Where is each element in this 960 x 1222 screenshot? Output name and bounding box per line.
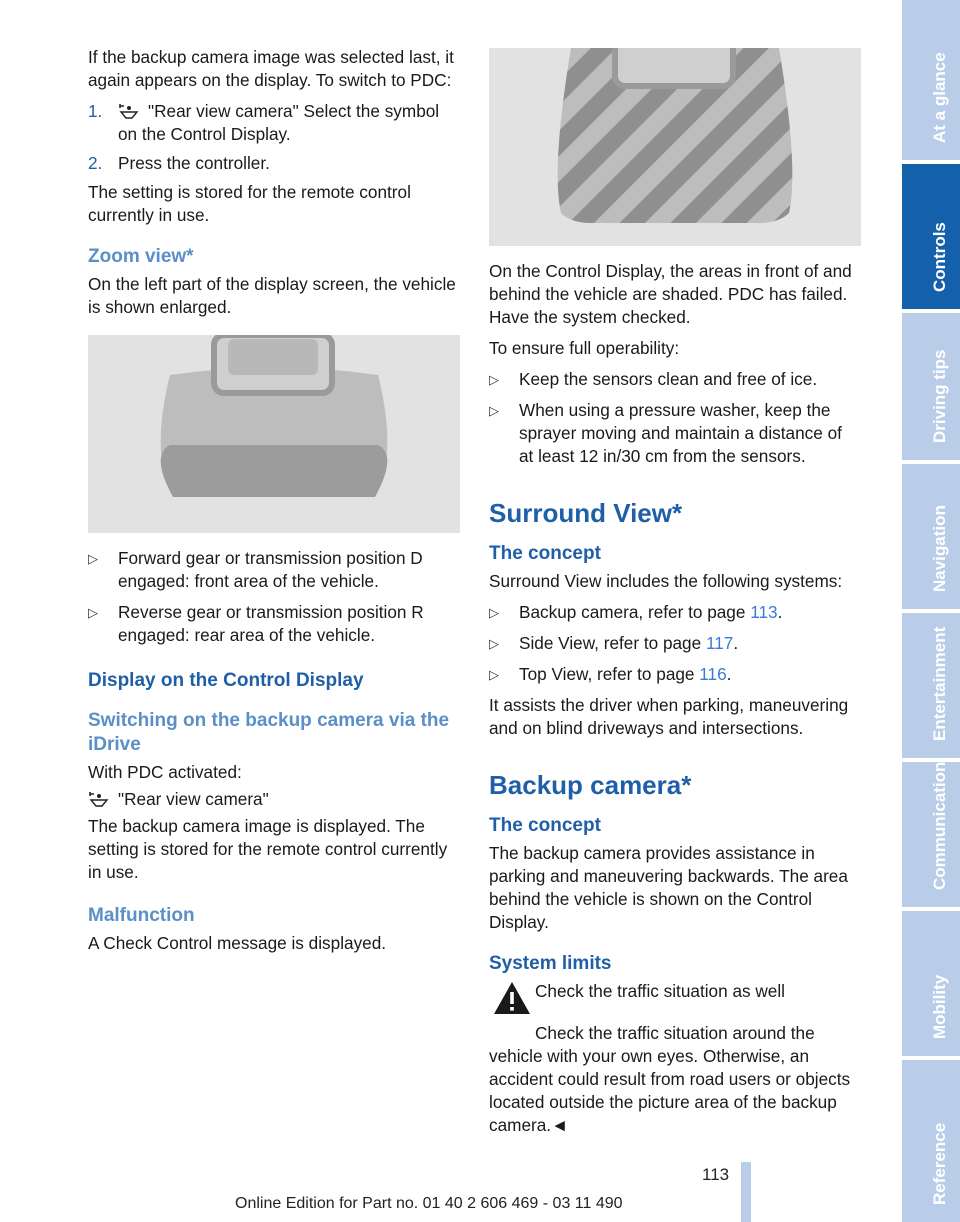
assists-text: It assists the driver when parking, maneuvering and on blind driveways and intersections. (489, 695, 849, 738)
triangle-bullet-icon: ▷ (489, 605, 499, 620)
switching-heading: Switching on the backup camera via the iDrive (88, 710, 450, 755)
tab-mobility[interactable]: Mobility (902, 911, 960, 1056)
zoom-text: On the left part of the display screen, the vehicle is shown enlarged. (88, 274, 456, 317)
tab-controls[interactable]: Controls (902, 164, 960, 309)
pdc-failed-illustration (489, 48, 861, 246)
display-heading: Display on the Control Display (88, 670, 364, 691)
rear-view-line (88, 788, 460, 811)
step-1 (88, 100, 460, 146)
step-text: Press the controller. (118, 153, 270, 173)
warning-note (489, 980, 861, 1016)
page-link[interactable]: 117 (705, 633, 734, 653)
zoom-heading: Zoom view* (88, 246, 194, 267)
step-text: "Rear view camera" Select the symbol on the Control Display. (118, 101, 440, 144)
tab-driving-tips[interactable]: Driving tips (902, 313, 960, 460)
ensure-bullet-2 (489, 399, 861, 468)
chapter-tabs (902, 0, 960, 1222)
tab-reference[interactable]: Reference (902, 1060, 960, 1222)
tab-communication[interactable]: Communication (902, 762, 960, 907)
system-text: Top View, refer to page (519, 664, 700, 684)
zoom-view-illustration (88, 335, 460, 533)
system-text: Side View, refer to page (519, 633, 706, 653)
triangle-bullet-icon: ▷ (489, 667, 499, 682)
tab-navigation[interactable]: Navigation (902, 464, 960, 609)
concept-heading: The concept (489, 543, 601, 564)
triangle-bullet-icon: ▷ (489, 372, 499, 387)
intro-paragraph: If the backup camera image was selected last, it again appears on the display. To switch to PDC: (88, 47, 454, 90)
malfunction-heading: Malfunction (88, 905, 195, 926)
system-item: ▷ Top View, refer to page 116. (489, 664, 732, 684)
bullet-text: When using a pressure washer, keep the sprayer moving and maintain a distance of at least 12 in/30 cm from the sensors. (519, 400, 842, 466)
footer-text: Online Edition for Part no. 01 40 2 606 469 - 03 11 490 (235, 1195, 623, 1212)
bullet-text: Forward gear or transmission position D engaged: front area of the vehicle. (118, 548, 423, 591)
page-marker-bar (741, 1162, 751, 1222)
pdc-failed-image (489, 48, 861, 246)
limits-heading: System limits (489, 953, 612, 974)
malfunction-text: A Check Control message is displayed. (88, 933, 387, 953)
left-column (88, 46, 460, 963)
tab-entertainment[interactable]: Entertainment (902, 613, 960, 758)
right-column (489, 48, 861, 1145)
backup-text: The backup camera provides assistance in parking and maneuvering backwards. The area behind the vehicle is shown on the Control Display. (489, 843, 848, 932)
pdc-failed-text: On the Control Display, the areas in front of and behind the vehicle are shaded. PDC has failed. Have the system checked. (489, 261, 852, 327)
triangle-bullet-icon: ▷ (489, 403, 499, 418)
page-link[interactable]: 113 (750, 602, 778, 622)
concept2-heading: The concept (489, 815, 601, 836)
triangle-bullet-icon: ▷ (88, 605, 98, 620)
ensure-text: To ensure full operability: (489, 338, 680, 358)
gear-bullet-1 (88, 547, 460, 593)
warning-title: Check the traffic situation as well (535, 981, 785, 1001)
camera-icon (88, 790, 110, 808)
step-number: 1. (88, 101, 103, 121)
surround-intro: Surround View includes the following systems: (489, 571, 843, 591)
page-link[interactable]: 116 (699, 664, 727, 684)
bullet-text: Keep the sensors clean and free of ice. (519, 369, 818, 389)
stored-note: The setting is stored for the remote control currently in use. (88, 182, 411, 225)
ensure-bullet-1 (489, 368, 861, 391)
rear-view-label: "Rear view camera" (118, 789, 269, 809)
triangle-bullet-icon: ▷ (88, 551, 98, 566)
triangle-bullet-icon: ▷ (489, 636, 499, 651)
bullet-text: Reverse gear or transmission position R engaged: rear area of the vehicle. (118, 602, 424, 645)
warning-body (489, 1022, 861, 1137)
gear-bullet-2 (88, 601, 460, 647)
system-item: ▷ Side View, refer to page 117. (489, 633, 739, 653)
camera-icon (118, 102, 140, 120)
warning-body-text: Check the traffic situation around the vehicle with your own eyes. Otherwise, an accident could result from road users or objects located outside the picture area of the backup camera.◄ (489, 1023, 851, 1135)
image-displayed-text: The backup camera image is displayed. The setting is stored for the remote control currently in use. (88, 816, 448, 882)
zoom-view-image (88, 335, 460, 533)
step-2 (88, 152, 460, 175)
page-number: 113 (702, 1165, 730, 1184)
surround-heading: Surround View* (489, 498, 683, 528)
backup-heading: Backup camera* (489, 770, 692, 800)
tab-at-a-glance[interactable]: At a glance (902, 0, 960, 160)
step-number: 2. (88, 153, 103, 173)
pdc-active-text: With PDC activated: (88, 762, 242, 782)
warning-icon (489, 980, 535, 1016)
system-text: Backup camera, refer to page (519, 602, 751, 622)
system-item: ▷ Backup camera, refer to page 113. (489, 602, 783, 622)
